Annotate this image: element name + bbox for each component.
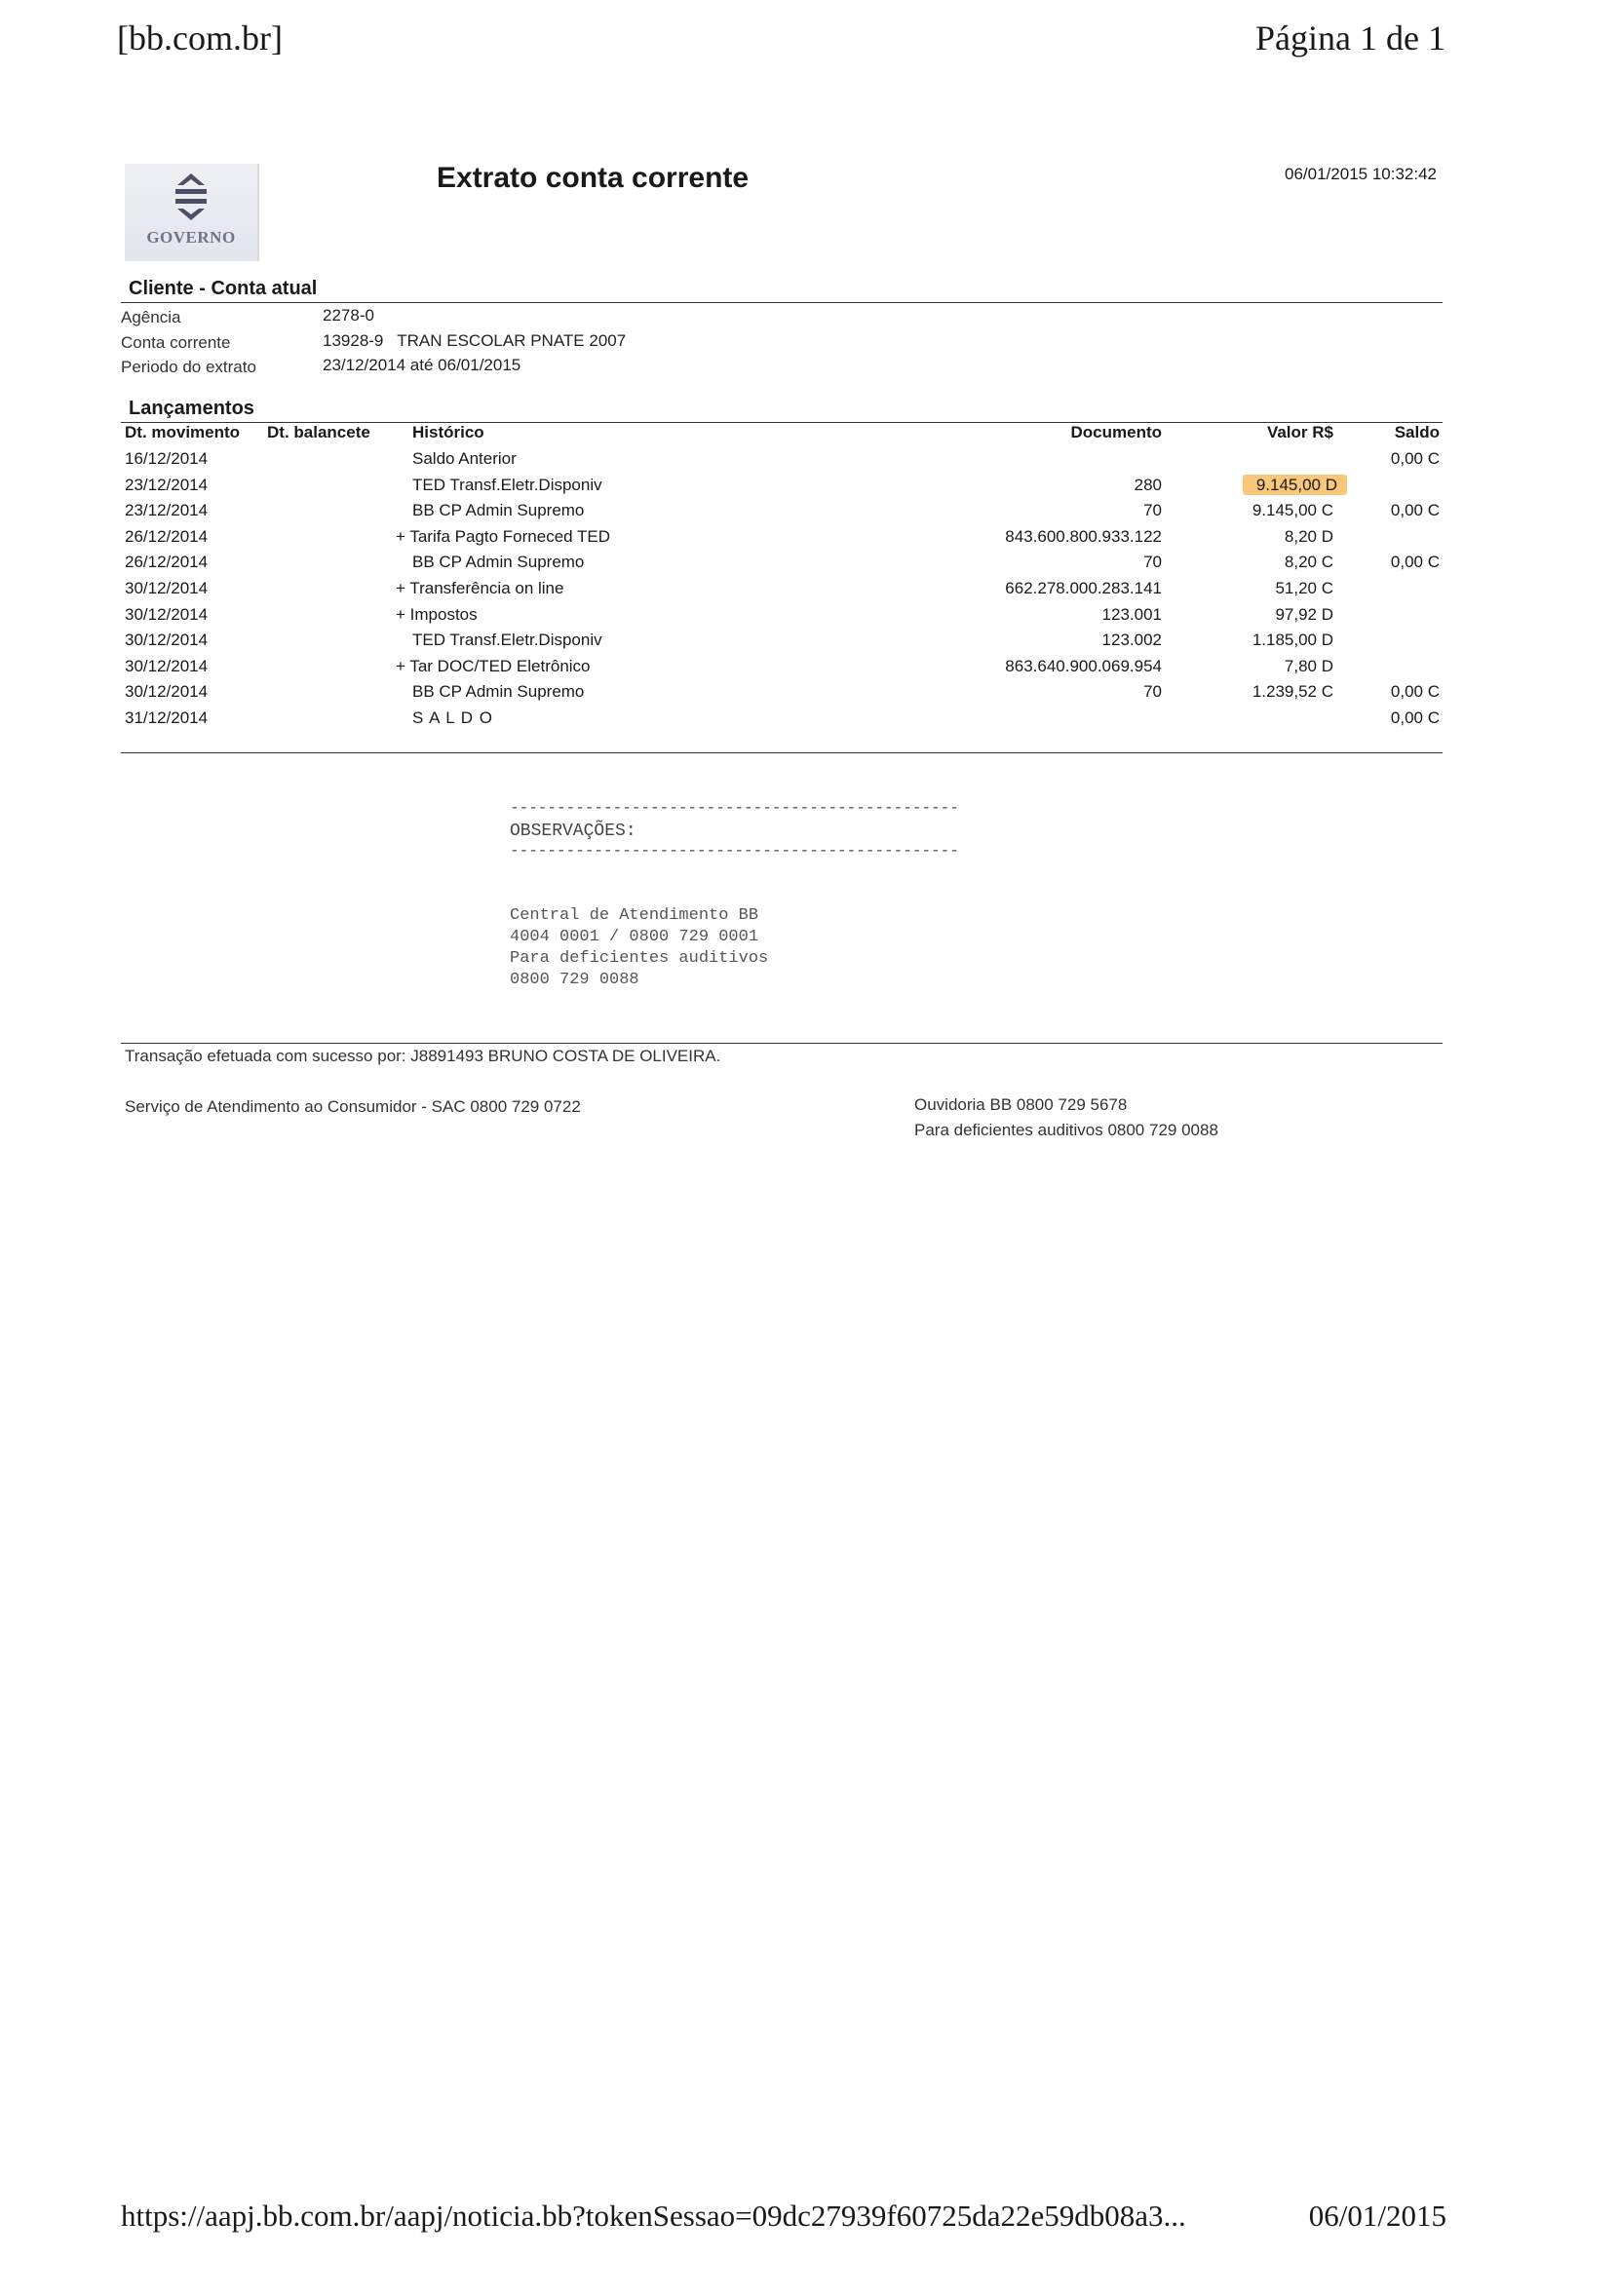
cell-documento: 70 [1143,501,1162,519]
logo-label: GOVERNO [146,228,236,247]
footer-divider [121,1043,1443,1044]
bank-logo [125,164,259,261]
central-line-2: 4004 0001 / 0800 729 0001 [510,928,759,946]
cliente-divider [121,302,1443,303]
central-line-3: Para deficientes auditivos [510,949,769,968]
agencia-label: Agência [121,308,181,326]
cell-valor [1243,476,1347,495]
cell-valor: 9.145,00 C [1252,501,1333,519]
print-footer-date: 06/01/2015 [1308,2199,1446,2233]
cell-historico: + Impostos [396,605,478,624]
cell-valor: 7,80 D [1284,657,1333,675]
obs-label: OBSERVAÇÕES: [510,822,636,841]
col-dt-movimento: Dt. movimento [125,423,241,441]
print-header-site: [bb.com.br] [117,19,283,57]
transacao-text: Transação efetuada com sucesso por: J8891493 BRUNO COSTA DE OLIVEIRA. [125,1047,721,1065]
obs-separator-top: ------------------------------------------------ [510,799,959,817]
issue-datetime: 06/01/2015 10:32:42 [1285,165,1437,183]
central-line-4: 0800 729 0088 [510,971,639,989]
cell-dt-movimento: 30/12/2014 [125,605,209,624]
cell-saldo: 0,00 C [1390,553,1440,571]
table-bottom-divider [121,752,1443,753]
lancamentos-section-title: Lançamentos [129,398,254,419]
cell-historico: S A L D O [412,708,494,727]
highlighted-amount: 9.145,00 D [1243,475,1347,495]
cell-historico: + Tar DOC/TED Eletrônico [396,657,591,675]
cell-valor: 8,20 D [1284,527,1333,546]
cell-dt-movimento: 30/12/2014 [125,657,209,675]
cell-saldo: 0,00 C [1390,682,1440,701]
cell-documento: 843.600.800.933.122 [1005,527,1162,546]
cell-historico: BB CP Admin Supremo [412,553,585,571]
cell-documento: 123.002 [1101,631,1162,649]
cell-valor: 1.185,00 D [1252,631,1333,649]
cell-documento: 662.278.000.283.141 [1005,579,1162,597]
col-saldo: Saldo [1394,423,1440,441]
sac-text: Serviço de Atendimento ao Consumidor - SAC 0800 729 0722 [125,1097,581,1116]
central-line-1: Central de Atendimento BB [510,906,759,925]
deficientes-text: Para deficientes auditivos 0800 729 0088 [914,1121,1218,1139]
cell-dt-movimento: 26/12/2014 [125,553,209,571]
conta-value: 13928-9 TRAN ESCOLAR PNATE 2007 [323,331,627,350]
cell-historico: + Transferência on line [396,579,564,597]
cell-documento: 70 [1143,553,1162,571]
periodo-label: Periodo do extrato [121,358,256,376]
periodo-value: 23/12/2014 até 06/01/2015 [323,356,521,374]
cell-dt-movimento: 16/12/2014 [125,449,209,468]
cell-dt-movimento: 23/12/2014 [125,476,209,494]
bb-logo-icon [166,172,216,222]
page-title: Extrato conta corrente [437,162,750,194]
cell-dt-movimento: 23/12/2014 [125,501,209,519]
cell-valor: 97,92 D [1275,605,1333,624]
obs-separator-bottom: ------------------------------------------------ [510,842,959,860]
cell-dt-movimento: 31/12/2014 [125,708,209,727]
cell-saldo: 0,00 C [1390,708,1440,727]
cell-documento: 70 [1143,682,1162,701]
col-historico: Histórico [412,423,484,441]
agencia-value: 2278-0 [323,306,374,325]
cell-saldo: 0,00 C [1390,449,1440,468]
cell-documento: 863.640.900.069.954 [1005,657,1162,675]
cell-dt-movimento: 26/12/2014 [125,527,209,546]
col-documento: Documento [1070,423,1162,441]
conta-label: Conta corrente [121,333,231,352]
col-valor: Valor R$ [1266,423,1333,441]
cell-documento: 280 [1134,476,1162,494]
cell-dt-movimento: 30/12/2014 [125,631,209,649]
cell-dt-movimento: 30/12/2014 [125,579,209,597]
cliente-section-title: Cliente - Conta atual [129,278,318,299]
cell-historico: Saldo Anterior [412,449,517,468]
cell-dt-movimento: 30/12/2014 [125,682,209,701]
cell-documento: 123.001 [1101,605,1162,624]
cell-historico: TED Transf.Eletr.Disponiv [412,631,602,649]
cell-historico: + Tarifa Pagto Forneced TED [396,527,611,546]
cell-valor: 51,20 C [1275,579,1333,597]
cell-valor: 8,20 C [1284,553,1333,571]
cell-valor: 1.239,52 C [1252,682,1333,701]
cell-historico: BB CP Admin Supremo [412,682,585,701]
cell-historico: BB CP Admin Supremo [412,501,585,519]
cell-historico: TED Transf.Eletr.Disponiv [412,476,602,494]
ouvidoria-text: Ouvidoria BB 0800 729 5678 [914,1095,1128,1114]
cell-saldo: 0,00 C [1390,501,1440,519]
print-footer-url: https://aapj.bb.com.br/aapj/noticia.bb?tokenSessao=09dc27939f60725da22e59db08a3... [121,2199,1186,2233]
col-dt-balancete: Dt. balancete [267,423,370,441]
print-header-page: Página 1 de 1 [1255,19,1445,57]
